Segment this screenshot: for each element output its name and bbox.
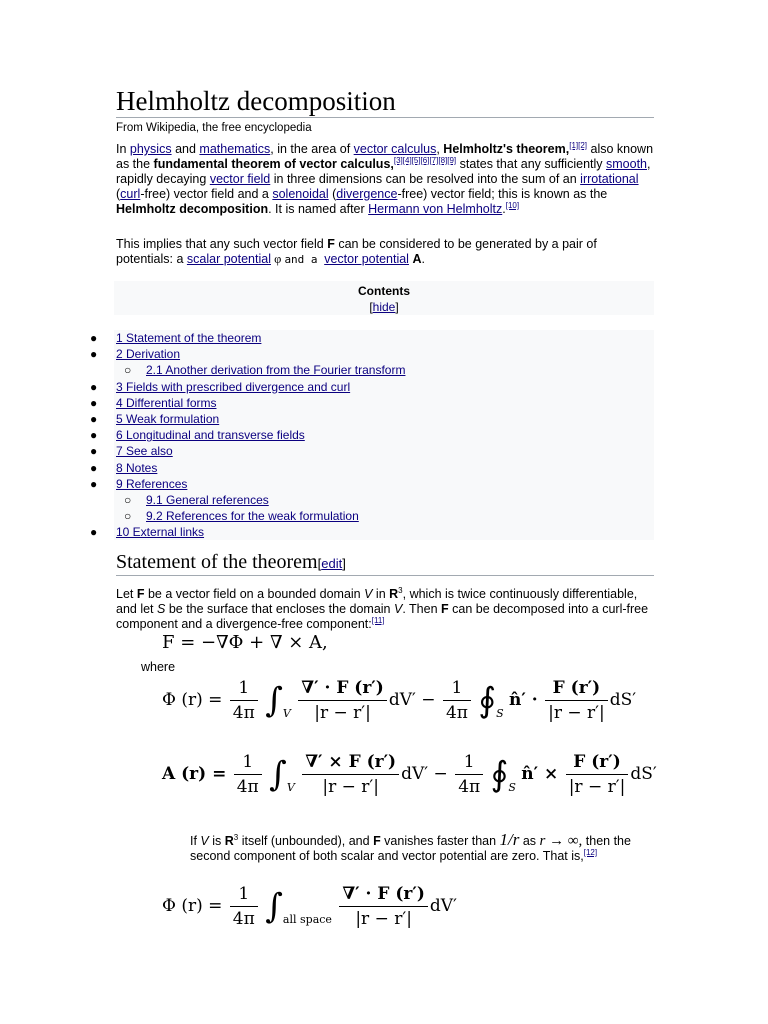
link-curl[interactable]: curl xyxy=(120,187,141,201)
ref-12[interactable]: [12] xyxy=(583,848,598,857)
toc-header xyxy=(114,281,654,315)
toc-item[interactable]: ● 7 See also xyxy=(90,444,173,459)
ref-10[interactable]: [10] xyxy=(505,200,520,210)
toc-subitem[interactable]: ○ 9.2 References for the weak formulation xyxy=(124,509,359,524)
potentials-paragraph: This implies that any such vector field F can be considered to be generated by a pair of potentials: a scalar potential φ and a vector potential A. xyxy=(116,237,597,266)
section-divider xyxy=(116,575,654,576)
link-vector-field[interactable]: vector field xyxy=(209,172,271,186)
toc-item[interactable]: ● 3 Fields with prescribed divergence and curl xyxy=(90,379,351,394)
where-label: where xyxy=(141,660,176,674)
toc-hide-toggle: [hide] xyxy=(369,300,399,314)
ref-3-9[interactable]: [3][4][5][6][7][8][9] xyxy=(393,155,457,165)
unbounded-note: If V is $R^3$ itself (unbounded), and F vanishes faster than 1/r as r → ∞, then the second component of both scalar and vector potential are zero. That is,[12] xyxy=(190,830,631,864)
ref-1-2[interactable]: [1][2] xyxy=(569,140,588,150)
toc-hide-link[interactable]: hide xyxy=(372,300,396,314)
link-scalar-potential[interactable]: scalar potential xyxy=(186,252,271,266)
toc-list xyxy=(90,330,654,540)
ref-11[interactable]: [11] xyxy=(371,616,385,625)
toc-item[interactable]: ● 2 Derivation xyxy=(90,347,181,362)
equation-scalar-potential-all-space: Φ (r) = $\frac{1}{4\pi}$ $\int_{all space}$ $\frac{\nabla' \cdot F (r')}{|r - r'|}$ dV′ xyxy=(162,884,457,929)
link-mathematics[interactable]: mathematics xyxy=(199,142,271,156)
toc-item[interactable]: ● 4 Differential forms xyxy=(90,395,217,410)
link-irrotational[interactable]: irrotational xyxy=(580,172,639,186)
page-title: Helmholtz decomposition xyxy=(116,86,396,116)
toc-subitem[interactable]: ○ 2.1 Another derivation from the Fourier transform xyxy=(124,363,406,378)
bold-helmholtz-theorem: Helmholtz's theorem, xyxy=(443,142,570,156)
link-vector-calculus[interactable]: vector calculus xyxy=(353,142,437,156)
bold-fundamental-theorem: fundamental theorem of vector calculus, xyxy=(153,157,394,171)
lead-paragraph: In physics and mathematics, in the area of vector calculus, Helmholtz's theorem,[1][2] also known as the fundamental theorem of vector calculus,[3][4][5][6][7][8][9] states that any sufficiently smooth, rapidly decaying vector field in three dimensions can be resolved into the sum of an irrotational (curl-free) vector field and a solenoidal (divergence-free) vector field; this is known as the Helmholtz decomposition. It is named after Hermann von Helmholtz.[10] xyxy=(116,140,654,216)
toc-item[interactable]: ● 8 Notes xyxy=(90,460,158,475)
tagline: From Wikipedia, the free encyclopedia xyxy=(116,122,312,134)
equation-scalar-potential: Φ (r) = $\frac{1}{4\pi}$ $\int_V$ $\frac{\nabla' \cdot F (r')}{|r - r'|}$ dV′ − $\frac{1}{4\pi}$ $∮_S$ n̂′ · $\frac{F (r')}{|r - r'|}$ dS′ xyxy=(162,678,637,723)
toc-item[interactable]: ● 6 Longitudinal and transverse fields xyxy=(90,428,305,443)
toc-item[interactable]: ● 10 External links xyxy=(90,525,205,540)
toc-item[interactable]: ● 5 Weak formulation xyxy=(90,411,220,426)
title-divider xyxy=(116,117,654,118)
equation-vector-potential: A (r) = $\frac{1}{4\pi}$ $\int_V$ $\frac{\nabla' \times F (r')}{|r - r'|}$ dV′ − $\frac{1}{4\pi}$ $∮_S$ n̂′ × $\frac{F (r')}{|r - r'|}$ dS′ xyxy=(162,752,657,797)
toc-subitem[interactable]: ○ 9.1 General references xyxy=(124,492,269,507)
link-divergence[interactable]: divergence xyxy=(336,187,398,201)
section-heading-statement: Statement of the theorem[edit] xyxy=(116,551,346,573)
toc-item[interactable]: ● 1 Statement of the theorem xyxy=(90,331,262,345)
bold-helmholtz-decomposition: Helmholtz decomposition xyxy=(116,202,269,216)
link-solenoidal[interactable]: solenoidal xyxy=(272,187,329,201)
statement-paragraph: Let F be a vector field on a bounded domain V in $R^3$, which is twice continuously differentiable, and let S be the surface that encloses the domain V. Then F can be decomposed into a curl-free component and a divergence-free component:[11] xyxy=(116,586,649,632)
link-hermann-von-helmholtz[interactable]: Hermann von Helmholtz xyxy=(368,202,503,216)
equation-decomposition: F = −∇Φ + ∇ × A, xyxy=(162,632,328,653)
link-smooth[interactable]: smooth xyxy=(606,157,647,171)
toc-title: Contents xyxy=(358,284,410,298)
link-vector-potential[interactable]: vector potential xyxy=(324,252,409,266)
toc-item[interactable]: ● 9 References xyxy=(90,476,188,491)
edit-section-link[interactable]: edit xyxy=(321,556,343,571)
link-physics[interactable]: physics xyxy=(129,142,172,156)
